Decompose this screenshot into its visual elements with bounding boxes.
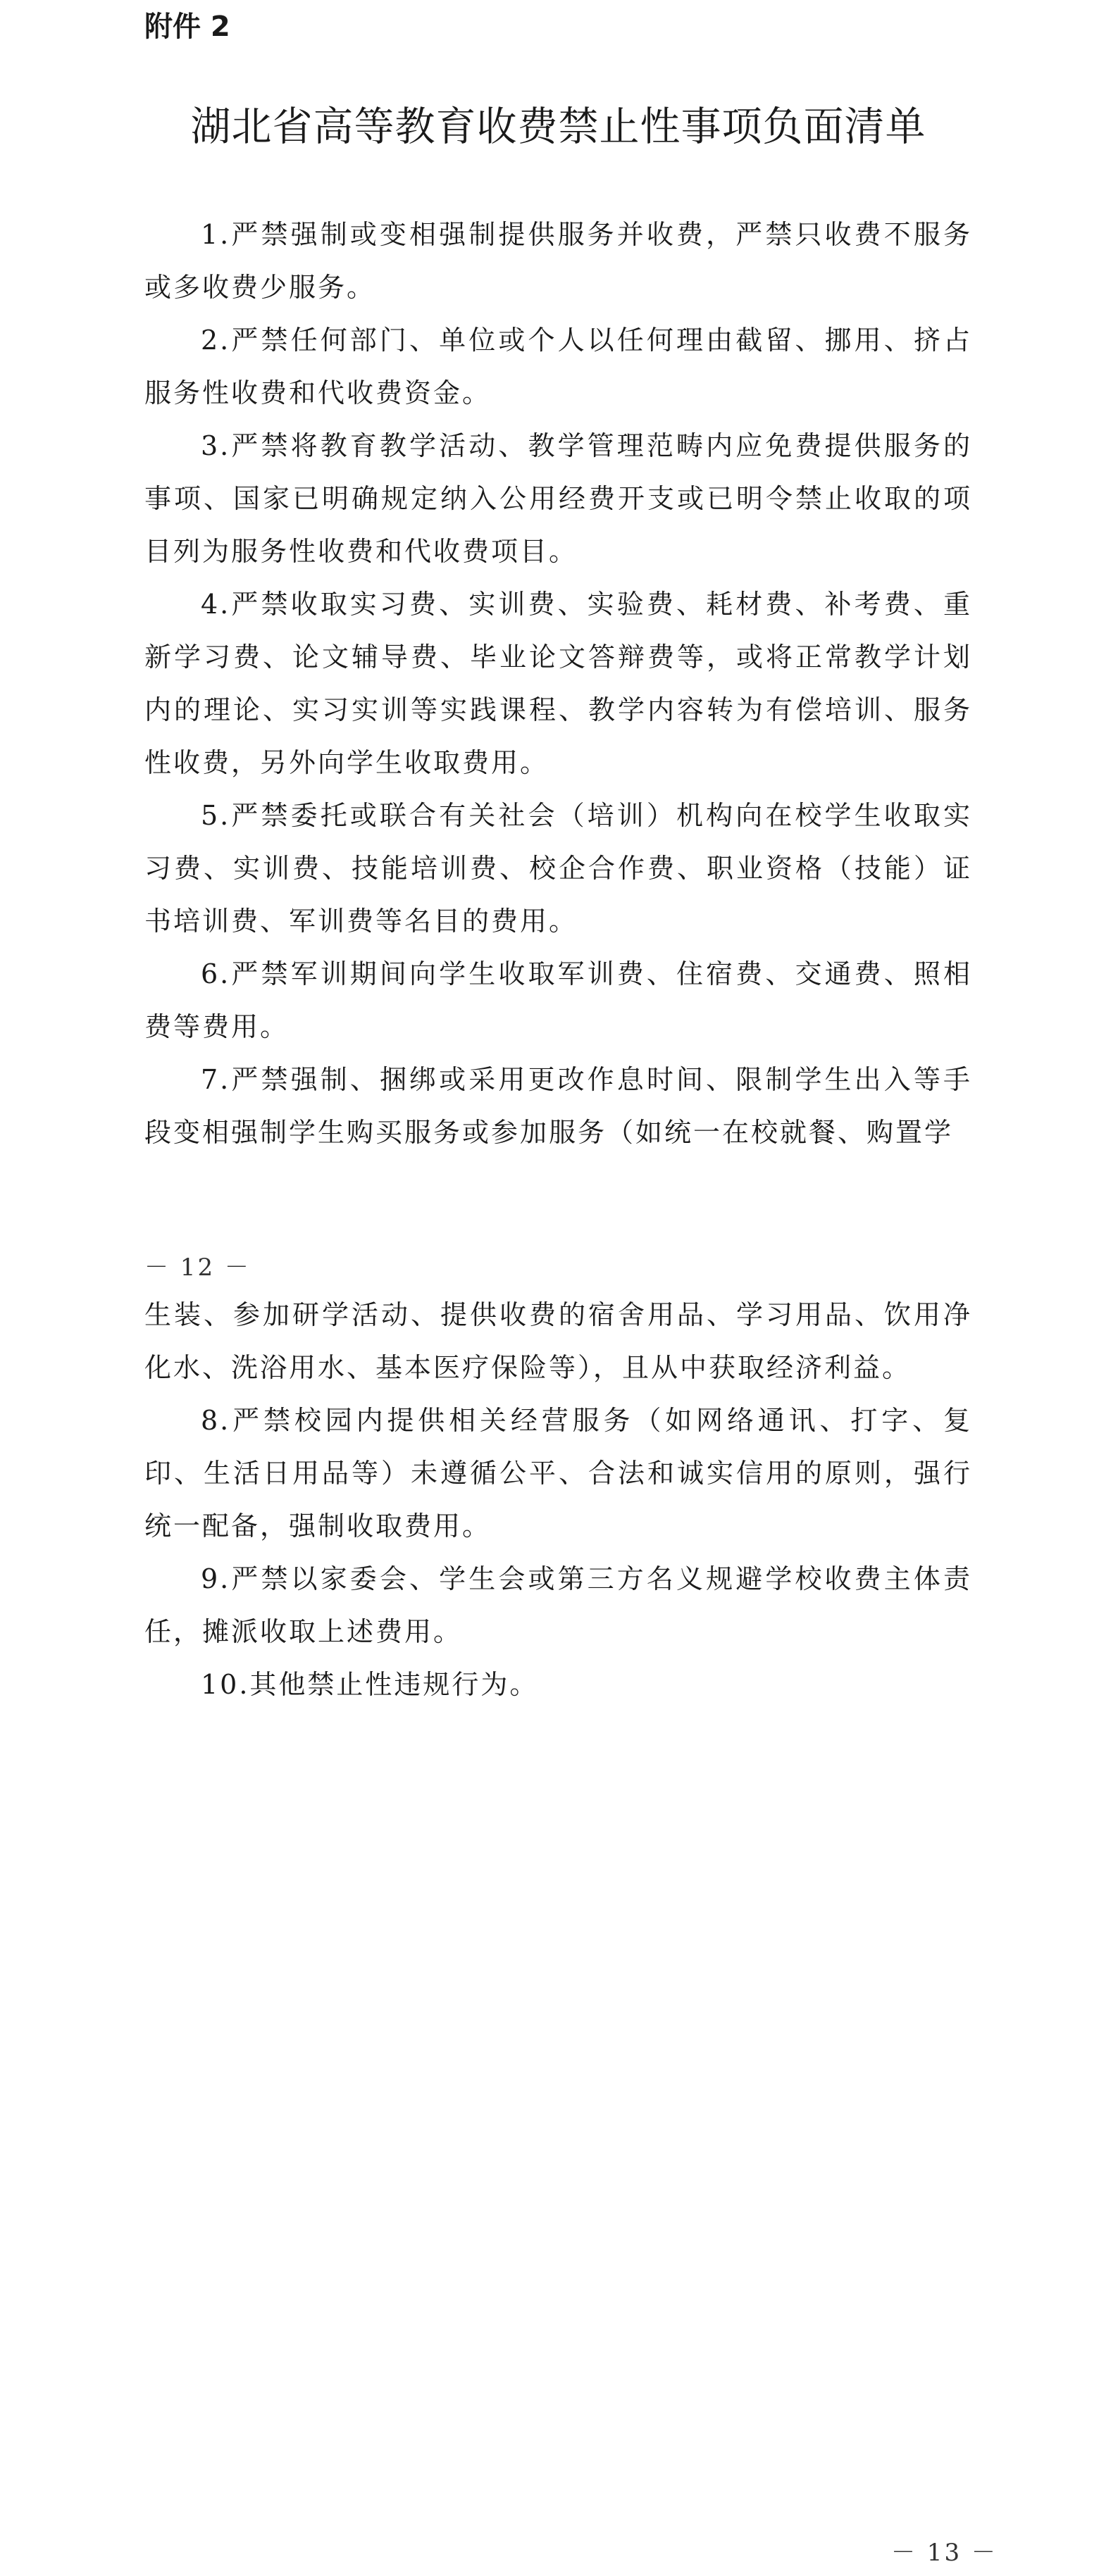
item-8-paragraph: 8.严禁校园内提供相关经营服务（如网络通讯、打字、复印、生活日用品等）未遵循公平、合法和诚实信用的原则，强行统一配备，强制收取费用。: [144, 1405, 972, 1542]
document-title: 湖北省高等教育收费禁止性事项负面清单: [190, 104, 926, 150]
item-7-paragraph: 7.严禁强制、捆绑或采用更改作息时间、限制学生出入等手段变相强制学生购买服务或参加服务（如统一在校就餐、购置学: [144, 1064, 972, 1148]
item-5-paragraph: 5.严禁委托或联合有关社会（培训）机构向在校学生收取实习费、实训费、技能培训费、校企合作费、职业资格（技能）证书培训费、军训费等名目的费用。: [144, 800, 972, 937]
item-9-paragraph: 9.严禁以家委会、学生会或第三方名义规避学校收费主体责任，摊派收取上述费用。: [144, 1563, 972, 1647]
page-number-12: － 12 －: [144, 1253, 251, 1282]
item-10-paragraph: 10.其他禁止性违规行为。: [201, 1669, 539, 1700]
item-4-paragraph: 4.严禁收取实习费、实训费、实验费、耗材费、补考费、重新学习费、论文辅导费、毕业论文答辩费等，或将正常教学计划内的理论、实习实训等实践课程、教学内容转为有偿培训、服务性收费，另外向学生收取费用。: [144, 589, 972, 778]
item-3-paragraph: 3.严禁将教育教学活动、教学管理范畴内应免费提供服务的事项、国家已明确规定纳入公用经费开支或已明令禁止收取的项目列为服务性收费和代收费项目。: [144, 430, 972, 567]
item-7-continuation: 生装、参加研学活动、提供收费的宿舍用品、学习用品、饮用净化水、洗浴用水、基本医疗保险等），且从中获取经济利益。: [144, 1299, 972, 1383]
page-number-13: － 13 －: [891, 2539, 998, 2567]
item-1-paragraph: 1.严禁强制或变相强制提供服务并收费，严禁只收费不服务或多收费少服务。: [144, 219, 972, 303]
attachment-label: 附件 2: [144, 11, 230, 43]
item-6-paragraph: 6.严禁军训期间向学生收取军训费、住宿费、交通费、照相费等费用。: [144, 958, 972, 1042]
item-2-paragraph: 2.严禁任何部门、单位或个人以任何理由截留、挪用、挤占服务性收费和代收费资金。: [144, 325, 972, 408]
page-1-body: [144, 208, 972, 1159]
page-2-body: [144, 1289, 972, 1711]
document-page-2: [0, 1289, 1118, 2576]
